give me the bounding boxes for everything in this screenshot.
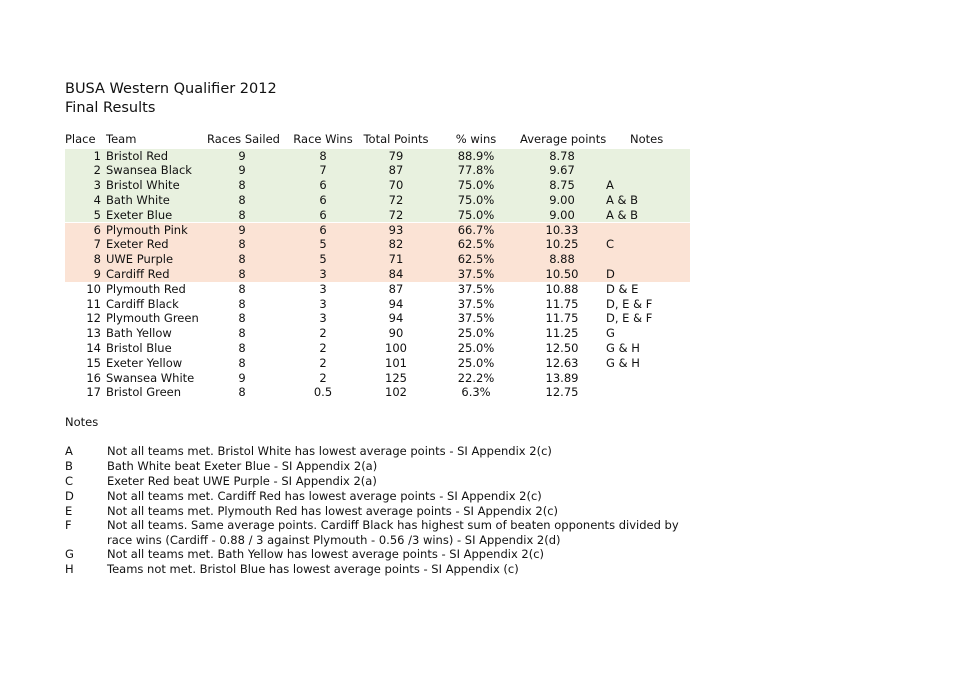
cell-pct-wins: 37.5% [457, 266, 495, 281]
cell-total-points: 102 [385, 385, 407, 400]
cell-average-points: 10.25 [545, 237, 579, 252]
table-row [65, 385, 690, 400]
cell-races-sailed: 8 [238, 252, 246, 267]
cell-total-points: 93 [388, 222, 404, 237]
header-races-sailed: Races Sailed [207, 132, 280, 146]
cell-pct-wins: 62.5% [457, 237, 495, 252]
cell-average-points: 10.50 [545, 266, 579, 281]
cell-total-points: 87 [388, 281, 404, 296]
header-total-points: Total Points [363, 132, 429, 146]
cell-place: 8 [93, 252, 101, 267]
cell-average-points: 10.88 [545, 281, 579, 296]
header-team: Team [106, 132, 137, 146]
table-row [65, 371, 690, 386]
cell-place: 10 [86, 281, 101, 296]
cell-team: Exeter Blue [106, 207, 173, 222]
table-row [65, 252, 690, 267]
cell-notes: G & H [606, 340, 640, 355]
cell-races-sailed: 8 [238, 340, 246, 355]
cell-notes: D, E & F [606, 311, 653, 326]
cell-team: Plymouth Green [106, 311, 199, 326]
table-row [65, 356, 690, 371]
cell-team: Bristol Green [106, 385, 182, 400]
cell-race-wins: 6 [319, 192, 327, 207]
note-text: Exeter Red beat UWE Purple - SI Appendix 2(a) [107, 474, 377, 488]
cell-race-wins: 5 [319, 237, 327, 252]
cell-race-wins: 3 [319, 281, 327, 296]
table-row [65, 237, 690, 252]
cell-pct-wins: 22.2% [457, 370, 495, 385]
cell-average-points: 9.00 [549, 192, 575, 207]
cell-races-sailed: 8 [238, 281, 246, 296]
note-letter: F [65, 518, 72, 532]
cell-notes: A [606, 178, 614, 193]
table-row [65, 223, 690, 238]
cell-average-points: 8.78 [549, 148, 575, 163]
note-text: Not all teams met. Bath Yellow has lowest average points - SI Appendix 2(c) [107, 547, 545, 561]
cell-races-sailed: 8 [238, 311, 246, 326]
cell-total-points: 94 [388, 311, 404, 326]
cell-average-points: 12.50 [545, 340, 579, 355]
note-letter: A [65, 444, 73, 458]
cell-race-wins: 6 [319, 178, 327, 193]
cell-average-points: 9.67 [549, 163, 575, 178]
cell-pct-wins: 77.8% [457, 163, 495, 178]
cell-pct-wins: 75.0% [457, 207, 495, 222]
cell-notes: D & E [606, 281, 639, 296]
cell-average-points: 12.63 [545, 355, 579, 370]
cell-total-points: 100 [385, 340, 407, 355]
document-subtitle: Final Results [65, 100, 156, 116]
cell-place: 5 [93, 207, 101, 222]
cell-pct-wins: 37.5% [457, 281, 495, 296]
cell-race-wins: 5 [319, 252, 327, 267]
cell-place: 12 [86, 311, 101, 326]
cell-total-points: 79 [388, 148, 404, 163]
cell-races-sailed: 8 [238, 296, 246, 311]
cell-race-wins: 6 [319, 222, 327, 237]
cell-pct-wins: 25.0% [457, 340, 495, 355]
cell-team: Bath Yellow [106, 326, 172, 341]
cell-pct-wins: 75.0% [457, 192, 495, 207]
cell-race-wins: 2 [319, 340, 327, 355]
cell-notes: A & B [606, 207, 639, 222]
cell-total-points: 84 [388, 266, 404, 281]
note-text: Not all teams. Same average points. Cardiff Black has highest sum of beaten opponents divided by race wins (Cardiff - 0.88 / 3 against Plymouth - 0.56 /3 wins) - SI Appendix 2(d) [107, 518, 679, 547]
cell-pct-wins: 25.0% [457, 326, 495, 341]
cell-total-points: 82 [388, 237, 404, 252]
cell-races-sailed: 8 [238, 178, 246, 193]
cell-races-sailed: 9 [238, 222, 246, 237]
cell-team: Exeter Red [106, 237, 169, 252]
cell-race-wins: 2 [319, 355, 327, 370]
cell-notes: D [606, 266, 615, 281]
cell-average-points: 9.00 [549, 207, 575, 222]
cell-place: 14 [86, 340, 101, 355]
cell-total-points: 70 [388, 178, 404, 193]
cell-pct-wins: 88.9% [457, 148, 495, 163]
cell-race-wins: 8 [319, 148, 327, 163]
cell-team: Exeter Yellow [106, 355, 183, 370]
note-text: Teams not met. Bristol Blue has lowest average points - SI Appendix (c) [107, 562, 519, 576]
cell-notes: C [606, 237, 615, 252]
cell-total-points: 87 [388, 163, 404, 178]
cell-average-points: 8.88 [549, 252, 575, 267]
header-race-wins: Race Wins [293, 132, 353, 146]
cell-place: 7 [93, 237, 101, 252]
cell-total-points: 125 [385, 370, 407, 385]
cell-pct-wins: 37.5% [457, 296, 495, 311]
note-letter: C [65, 474, 74, 488]
cell-average-points: 10.33 [545, 222, 579, 237]
table-row [65, 326, 690, 341]
cell-team: Cardiff Red [106, 266, 170, 281]
cell-average-points: 8.75 [549, 178, 575, 193]
cell-place: 6 [93, 222, 101, 237]
cell-race-wins: 6 [319, 207, 327, 222]
notes-heading: Notes [65, 415, 99, 429]
cell-race-wins: 3 [319, 296, 327, 311]
cell-place: 16 [86, 370, 101, 385]
cell-place: 11 [86, 296, 101, 311]
cell-pct-wins: 62.5% [457, 252, 495, 267]
cell-team: Swansea Black [106, 163, 192, 178]
cell-place: 17 [86, 385, 101, 400]
cell-races-sailed: 9 [238, 163, 246, 178]
cell-team: Plymouth Red [106, 281, 186, 296]
table-header-row [65, 132, 690, 147]
cell-pct-wins: 75.0% [457, 178, 495, 193]
cell-notes: A & B [606, 192, 639, 207]
cell-notes: G [606, 326, 615, 341]
cell-average-points: 13.89 [545, 370, 579, 385]
cell-race-wins: 7 [319, 163, 327, 178]
table-row [65, 208, 690, 223]
note-text: Not all teams met. Plymouth Red has lowest average points - SI Appendix 2(c) [107, 504, 559, 518]
note-text: Bath White beat Exeter Blue - SI Appendix 2(a) [107, 459, 378, 473]
cell-pct-wins: 66.7% [457, 222, 495, 237]
cell-team: Swansea White [106, 370, 195, 385]
cell-average-points: 11.25 [545, 326, 579, 341]
cell-average-points: 11.75 [545, 311, 579, 326]
cell-place: 2 [93, 163, 101, 178]
cell-total-points: 90 [388, 326, 404, 341]
cell-team: Bristol Red [106, 148, 169, 163]
note-text: Not all teams met. Bristol White has lowest average points - SI Appendix 2(c) [107, 444, 552, 458]
cell-total-points: 94 [388, 296, 404, 311]
cell-races-sailed: 8 [238, 385, 246, 400]
note-text: Not all teams met. Cardiff Red has lowest average points - SI Appendix 2(c) [107, 489, 542, 503]
note-letter: G [65, 547, 74, 561]
cell-race-wins: 2 [319, 370, 327, 385]
cell-races-sailed: 8 [238, 355, 246, 370]
cell-races-sailed: 8 [238, 207, 246, 222]
header-notes: Notes [630, 132, 664, 146]
cell-team: Bath White [106, 192, 170, 207]
cell-notes: G & H [606, 355, 640, 370]
document-title: BUSA Western Qualifier 2012 [65, 81, 277, 97]
cell-race-wins: 3 [319, 311, 327, 326]
cell-races-sailed: 9 [238, 370, 246, 385]
cell-place: 4 [93, 192, 101, 207]
cell-team: Plymouth Pink [106, 222, 188, 237]
cell-races-sailed: 8 [238, 192, 246, 207]
cell-place: 9 [93, 266, 101, 281]
table-row [65, 149, 690, 164]
cell-total-points: 72 [388, 192, 404, 207]
table-row [65, 297, 690, 312]
cell-pct-wins: 37.5% [457, 311, 495, 326]
table-row [65, 311, 690, 326]
cell-place: 13 [86, 326, 101, 341]
cell-pct-wins: 25.0% [457, 355, 495, 370]
note-letter: D [65, 489, 74, 503]
cell-pct-wins: 6.3% [461, 385, 491, 400]
cell-average-points: 11.75 [545, 296, 579, 311]
header-pct-wins: % wins [455, 132, 497, 146]
cell-race-wins: 0.5 [313, 385, 333, 400]
cell-race-wins: 3 [319, 266, 327, 281]
cell-team: Cardiff Black [106, 296, 179, 311]
cell-place: 15 [86, 355, 101, 370]
cell-races-sailed: 8 [238, 326, 246, 341]
table-row [65, 178, 690, 193]
cell-place: 1 [93, 148, 101, 163]
note-letter: E [65, 504, 73, 518]
note-letter: H [65, 562, 74, 576]
cell-team: Bristol Blue [106, 340, 172, 355]
table-row [65, 282, 690, 297]
note-letter: B [65, 459, 73, 473]
header-place: Place [65, 132, 96, 146]
cell-races-sailed: 8 [238, 266, 246, 281]
cell-average-points: 12.75 [545, 385, 579, 400]
table-row [65, 341, 690, 356]
table-row [65, 267, 690, 282]
header-average-points: Average points [520, 132, 607, 146]
cell-team: Bristol White [106, 178, 180, 193]
cell-notes: D, E & F [606, 296, 653, 311]
cell-races-sailed: 9 [238, 148, 246, 163]
cell-total-points: 72 [388, 207, 404, 222]
cell-place: 3 [93, 178, 101, 193]
cell-team: UWE Purple [106, 252, 174, 267]
cell-race-wins: 2 [319, 326, 327, 341]
table-row [65, 163, 690, 178]
cell-races-sailed: 8 [238, 237, 246, 252]
table-row [65, 193, 690, 208]
cell-total-points: 71 [388, 252, 404, 267]
cell-total-points: 101 [385, 355, 407, 370]
